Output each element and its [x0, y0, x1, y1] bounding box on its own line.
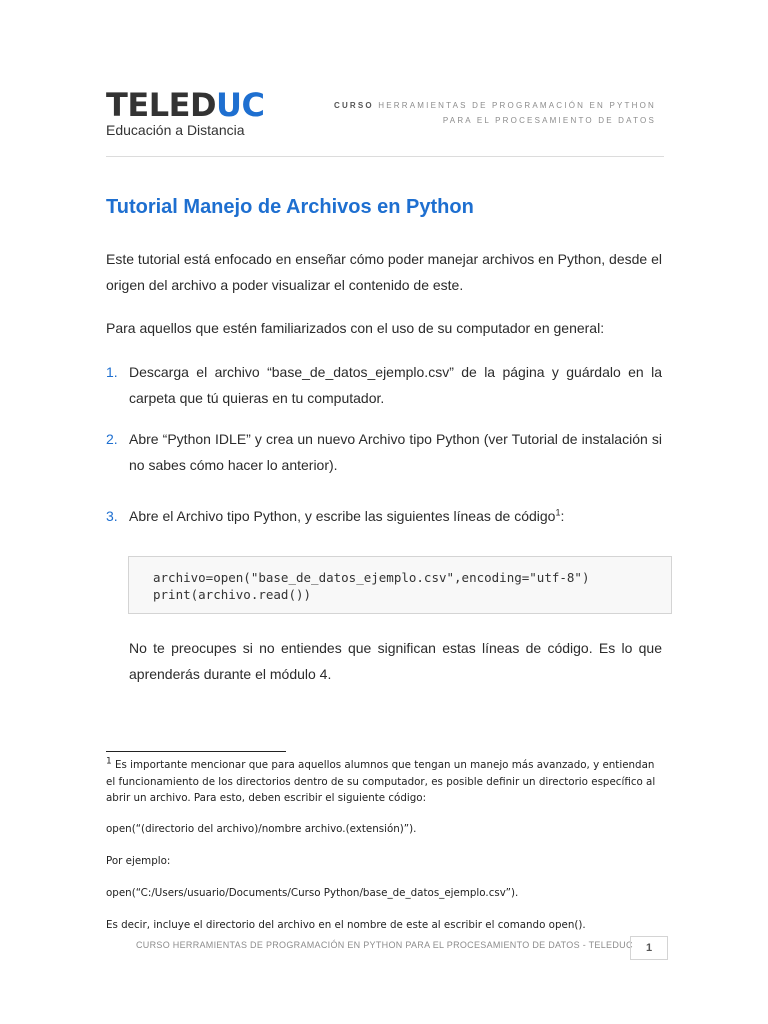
code-line: archivo=open("base_de_datos_ejemplo.csv",encoding="utf-8"): [153, 570, 590, 585]
logo-part-teled: TELED: [106, 86, 216, 124]
code-note-paragraph: No te preocupes si no entiendes que significan estas líneas de código. Es lo que aprenderás durante el módulo 4.: [129, 640, 662, 682]
lead-paragraph: Para aquellos que estén familiarizados con el uso de su computador en general:: [106, 320, 605, 336]
page-number: 1: [630, 936, 668, 960]
logo-wordmark: [106, 88, 264, 122]
page-title: Tutorial Manejo de Archivos en Python: [106, 196, 474, 218]
step-number: 2.: [106, 431, 118, 447]
page-footer: CURSO HERRAMIENTAS DE PROGRAMACIÓN EN PYTHON PARA EL PROCESAMIENTO DE DATOS - TELEDUC: [136, 940, 633, 950]
step-number: 3.: [106, 508, 118, 524]
footnote-paragraph-1: [106, 757, 662, 807]
list-item-step-3: [106, 503, 662, 529]
teleduc-logo: [106, 88, 264, 138]
list-item-step-2: [106, 426, 662, 478]
logo-subtitle: Educación a Distancia: [106, 122, 245, 138]
footnote-paragraph-2: open(“(directorio del archivo)/nombre archivo.(extensión)”).: [106, 823, 417, 835]
step-number: 1.: [106, 364, 118, 380]
course-header: [334, 98, 656, 128]
header-divider: [106, 156, 664, 157]
step-text: Descarga el archivo “base_de_datos_ejemplo.csv” de la página y guárdalo en la carpeta que tú quieras en tu computador.: [129, 364, 662, 406]
list-item-step-1: [106, 359, 662, 411]
course-name-part2: PARA EL PROCESAMIENTO DE DATOS: [442, 116, 656, 125]
footnote-paragraph-5: Es decir, incluye el directorio del archivo en el nombre de este al escribir el comando open().: [106, 919, 586, 931]
logo-part-uc: UC: [216, 86, 265, 124]
footnote-divider: [106, 751, 286, 752]
step-text: Abre el Archivo tipo Python, y escribe las siguientes líneas de código: [129, 508, 556, 524]
course-name-part1: HERRAMIENTAS DE PROGRAMACIÓN EN PYTHON: [378, 101, 656, 110]
footnote-marker: 1: [106, 756, 112, 767]
course-header-line1: [334, 98, 656, 113]
course-label: CURSO: [333, 101, 374, 110]
footnote-text: Es importante mencionar que para aquellos alumnos que tengan un manejo más avanzado, y entiendan el funcionamiento de los directorios dentro de su computador, es posible definir un directorio específico al abrir un archivo. Para esto, deben escribir el siguiente código:: [106, 759, 656, 804]
step-text-suffix: :: [560, 508, 565, 524]
footnote-paragraph-4: open(“C:/Users/usuario/Documents/Curso Python/base_de_datos_ejemplo.csv”).: [106, 887, 519, 899]
intro-paragraph: Este tutorial está enfocado en enseñar cómo poder manejar archivos en Python, desde el origen del archivo a poder visualizar el contenido de este.: [106, 251, 662, 293]
code-block: [128, 556, 672, 614]
step-text-container: [129, 503, 662, 529]
step-text: Abre “Python IDLE” y crea un nuevo Archivo tipo Python (ver Tutorial de instalación si no sabes cómo hacer lo anterior).: [129, 431, 662, 473]
code-line: print(archivo.read()): [153, 587, 312, 602]
footnote-paragraph-3: Por ejemplo:: [106, 855, 171, 867]
footnote-reference: 1: [555, 507, 561, 518]
